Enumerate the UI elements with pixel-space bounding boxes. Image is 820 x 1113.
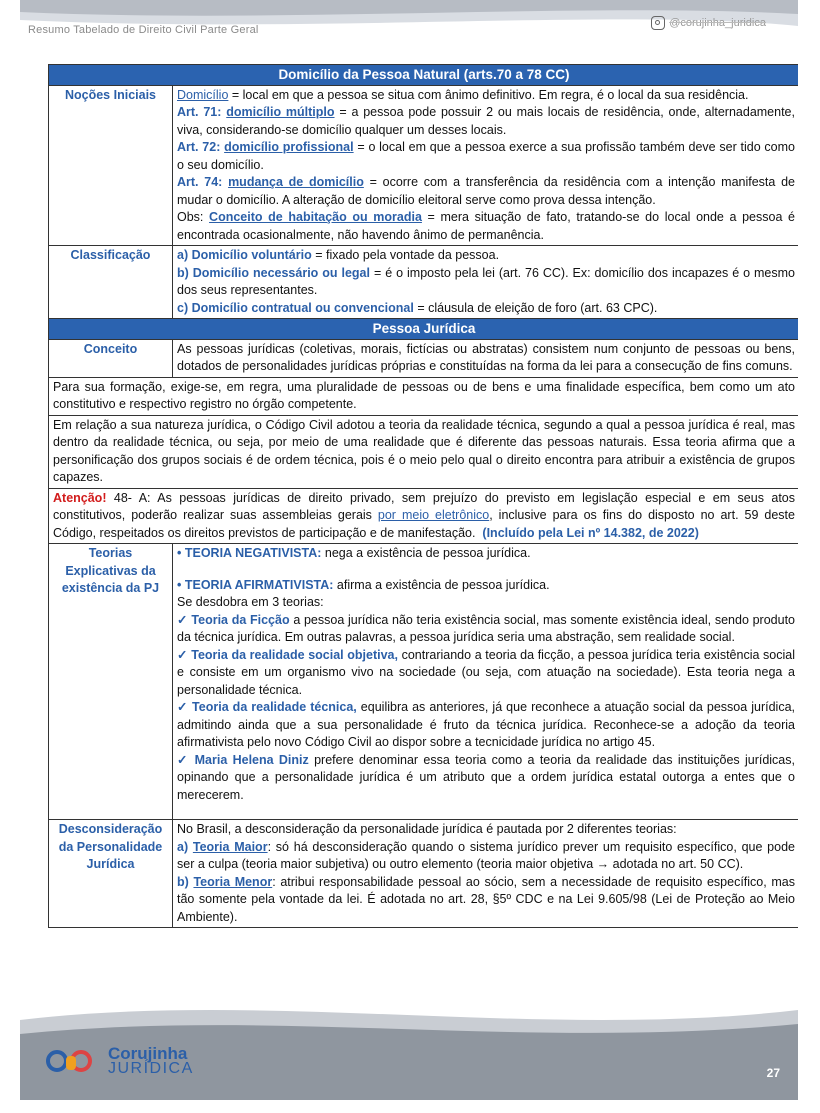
text: = cláusula de eleição de foro (art. 63 CPC). [413,300,658,315]
text: equilibra as anteriores, já que reconhece a atuação social da pessoa jurídica, admitindo ainda que a sua personalidade é fruto da técnica jurídica. Reconhece-se a adoção da teoria afirmativista pelo novo Código Civil ao dispor sobre a tecnicidade jurídica no artigo 45. [177,700,795,749]
text: : atribui responsabilidade pessoal ao sócio, sem a necessidade de requisito específico, mas tão somente pela vontade da lei. É adotada no art. 28, §5º CDC e na Lei 9.605/98 (Lei de Proteção ao Meio Ambiente). [177,874,795,924]
text: No Brasil, a desconsideração da personalidade jurídica é pautada por 2 diferentes teorias: [177,822,677,836]
table-row [49,65,799,86]
table-row [49,488,799,544]
text: a pessoa jurídica não teria existência social, mas somente existência ideal, sendo produto da técnica jurídica. Em outras palavras, a pessoa jurídica seria uma abstração, sem realidade social. [177,612,796,644]
table-row [49,339,799,377]
text: prefere denominar essa teoria como a teoria da realidade das instituições jurídicas, opinando que a personalidade jurídica é um atributo que a ordem jurídica estatal outorga a entes que o merecerem. [177,752,795,802]
row-label-teorias: Teorias Explicativas da existência da PJ [49,544,173,820]
term: • TEORIA NEGATIVISTA: [177,546,322,560]
table-row [49,246,799,319]
row-formacao: Para sua formação, exige-se, em regra, uma pluralidade de pessoas ou de bens e uma finalidade específica, bem como um ato constitutivo e respectivo registro no órgão competente. [49,377,799,415]
term: • TEORIA AFIRMATIVISTA: [177,577,334,592]
term: mudança de domicílio [228,175,364,189]
instagram-icon [651,16,665,30]
table-row [49,85,799,246]
row-natureza-juridica: Em relação a sua natureza jurídica, o Código Civil adotou a teoria da realidade técnica, segundo a qual a pessoa jurídica é real, mas dentro da realidade técnica, ou seja, por meio de uma realidade que é diferente das pessoas naturais. Essa teoria afirma que a personificação dos grupos sociais é de ordem técnica, pois é o meio pelo qual o direito encontra para atribuir a existência de grupos capazes. [49,415,799,488]
document-page [20,0,798,1100]
term: ✓ Teoria da Ficção [177,612,290,627]
row-label-classificacao: Classificação [49,246,173,319]
owl-logo-icon [46,1044,102,1078]
article-ref: Art. 72: [177,140,225,154]
row-label-conceito: Conceito [49,339,173,377]
emphasis: por meio eletrônico [377,508,490,522]
table-row [49,377,799,415]
header-social [651,16,766,30]
note-label: Obs: [177,210,210,224]
text: 48- A: As pessoas jurídicas de direito privado, sem prejuízo do previsto em legislação especial e em seus atos constitutivos, poderão realizar suas assembleias gerais [53,490,795,522]
row-body-classificacao [173,246,799,319]
text: = mera situação de fato, tratando-se do local onde a pessoa é encontrada ocasionalmente, não havendo ânimo de permanência. [177,210,796,242]
header-document-title: Resumo Tabelado de Direito Civil Parte Geral [28,24,259,36]
term: Teoria Menor [193,874,273,889]
row-label-nocoes: Noções Iniciais [49,85,173,246]
item-marker: a) [177,839,193,854]
text: Se desdobra em 3 teorias: [177,595,324,609]
term: c) Domicílio contratual ou convencional [177,300,414,315]
term-domicilio: Domicílio [177,87,229,102]
text: = fixado pela vontade da pessoa. [311,248,500,262]
row-body-desconsideracao [173,820,799,928]
brand-logo [46,1044,194,1078]
row-body-nocoes [173,85,799,246]
footer-wave-decoration [20,990,798,1050]
term: domicílio múltiplo [226,105,335,119]
text: , inclusive para os fins do disposto no art. 59 deste Código, respeitados os direitos previstos de participação e de manifestação. [53,508,795,540]
row-label-desconsideracao: Desconsideração da Personalidade Jurídica [49,820,173,928]
article-ref: Art. 74: [177,175,229,189]
section-title-pessoa-juridica: Pessoa Jurídica [49,319,799,340]
logo-name: Corujinha [108,1044,188,1063]
text: afirma a existência de pessoa jurídica. [333,577,550,592]
article-ref: Art. 71: [177,105,227,119]
table-row [49,319,799,340]
table-row [49,415,799,488]
text: = a pessoa pode possuir 2 ou mais locais de residência, onde, alternadamente, viva, considerando-se domicílio qualquer um desses locais. [177,105,795,137]
row-body-conceito: As pessoas jurídicas (coletivas, morais, fictícias ou abstratas) consistem num conjunto de pessoas ou bens, dotados de personalidades jurídicas próprias e constituídas na forma da lei para a consecução de fins comuns. [173,339,799,377]
text: = local em que a pessoa se situa com ânimo definitivo. Em regra, é o local da sua residência. [228,87,749,102]
term: ✓ Teoria da realidade técnica, [177,700,357,714]
item-marker: b) [177,874,194,889]
row-atencao [49,488,799,544]
term: domicílio profissional [224,140,354,154]
alert-label: Atenção! [53,490,107,505]
text: nega a existência de pessoa jurídica. [321,546,531,560]
instagram-handle: @corujinha_juridica [669,17,766,29]
table-row [49,820,799,928]
term: a) Domicílio voluntário [177,248,312,262]
text: = ocorre com a transferência da residência com a intenção manifesta de mudar o domicílio. A alteração de domicílio eleitoral serve como prova dessa intenção. [177,175,795,207]
text: = é o imposto pela lei (art. 76 CC). Ex: domicílio dos incapazes é o mesmo dos seus representantes. [177,265,795,297]
term: ✓ Teoria da realidade social objetiva, [177,647,398,662]
term: b) Domicílio necessário ou legal [177,265,370,280]
text: contrariando a teoria da ficção, a pessoa jurídica teria existência social e consiste em um organismo vivo na sociedade (ou seja, com atuação na sociedade). Esta teoria nega a personalidade técnica. [177,647,796,697]
table-row [49,544,799,820]
section-title-domicilio: Domicílio da Pessoa Natural (arts.70 a 78 CC) [49,65,799,86]
text: : só há desconsideração quando o sistema jurídico prever um requisito específico, que pode ser a culpa (teoria maior subjetiva) ou outro elemento (teoria maior objetiva → adotada no art. 50 CC). [177,839,795,871]
text: = o local em que a pessoa exerce a sua profissão também deve ser tido como o seu domicílio. [177,140,795,172]
term: ✓ Maria Helena Diniz [177,752,309,767]
term: Conceito de habitação ou moradia [209,210,422,224]
page-number: 27 [766,1066,780,1080]
row-body-teorias [173,544,799,820]
logo-subtitle: JURÍDICA [108,1060,194,1077]
law-reference: (Incluído pela Lei nº 14.382, de 2022) [482,525,699,540]
term: Teoria Maior [192,839,268,854]
summary-table [48,64,798,928]
